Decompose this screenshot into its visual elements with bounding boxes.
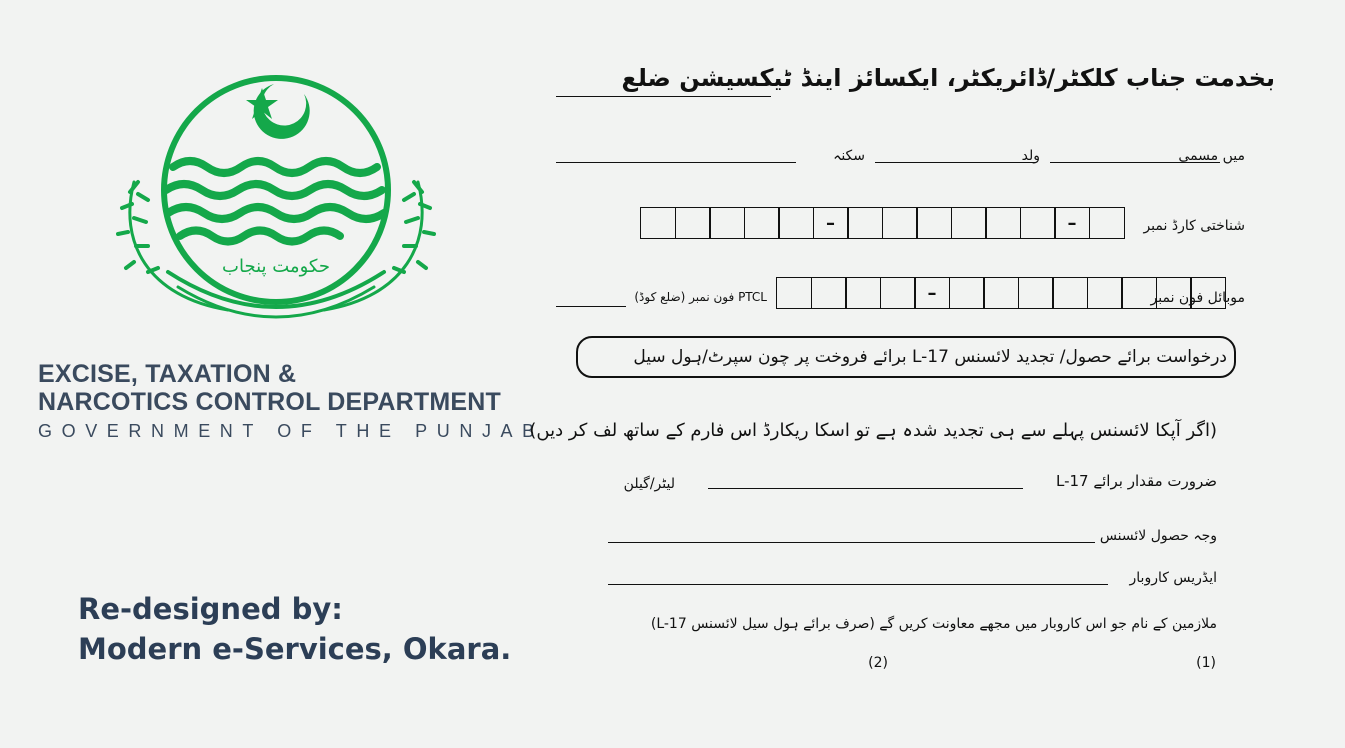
address-label: ایڈریس کاروبار xyxy=(1129,570,1217,586)
phone-digit-box[interactable] xyxy=(1156,277,1192,309)
father-label: ولد xyxy=(1021,148,1040,164)
cnic-digit-box[interactable] xyxy=(985,207,1021,239)
phone-input-boxes[interactable] xyxy=(776,277,1226,309)
renewal-note: (اگر آپکا لائسنس پہلے سے ہی تجدید شدہ ہے تو اسکا ریکارڈ اس فارم کے ساتھ لف کر دیں) xyxy=(529,420,1217,441)
credit-line1: Re-designed by: xyxy=(78,592,343,626)
residence-field[interactable] xyxy=(556,162,796,163)
cnic-label: شناختی کارڈ نمبر xyxy=(1143,218,1245,234)
residence-label: سکنہ xyxy=(833,148,865,164)
father-name-field[interactable] xyxy=(875,162,1035,163)
phone-digit-box[interactable] xyxy=(776,277,812,309)
district-code-field[interactable] xyxy=(556,306,626,307)
cnic-digit-box[interactable] xyxy=(1020,207,1056,239)
phone-digit-box[interactable] xyxy=(949,277,985,309)
reason-field[interactable] xyxy=(608,542,1095,543)
phone-digit-box[interactable] xyxy=(1018,277,1054,309)
phone-digit-box[interactable] xyxy=(1052,277,1088,309)
request-title: درخواست برائے حصول/ تجدید لائسنس L-17 برائے فروخت پر چون سپرٹ/ہول سیل xyxy=(633,347,1227,367)
phone-digit-box[interactable] xyxy=(1121,277,1157,309)
form-heading: بخدمت جناب کلکٹر/ڈائریکٹر، ایکسائز اینڈ ٹیکسیشن ضلع xyxy=(621,64,1275,92)
cnic-input-boxes[interactable] xyxy=(640,207,1125,239)
business-address-field[interactable] xyxy=(608,584,1108,585)
cnic-digit-box[interactable] xyxy=(847,207,883,239)
employee-item-2: (2) xyxy=(868,655,888,671)
quantity-field[interactable] xyxy=(708,488,1023,489)
department-name-line1: EXCISE, TAXATION & xyxy=(38,360,297,388)
reason-label: وجہ حصول لائسنس xyxy=(1099,528,1217,544)
cnic-digit-box[interactable] xyxy=(916,207,952,239)
phone-digit-box: – xyxy=(914,277,950,309)
ptcl-label: PTCL فون نمبر (ضلع کوڈ) xyxy=(634,290,767,304)
credit-line2: Modern e-Services, Okara. xyxy=(78,632,512,666)
name-field[interactable] xyxy=(1050,162,1220,163)
phone-digit-box[interactable] xyxy=(880,277,916,309)
cnic-digit-box: – xyxy=(813,207,849,239)
cnic-digit-box[interactable] xyxy=(744,207,780,239)
employee-item-1: (1) xyxy=(1196,655,1216,671)
quantity-label: ضرورت مقدار برائے L-17 xyxy=(1055,472,1217,490)
cnic-digit-box[interactable] xyxy=(640,207,676,239)
phone-digit-box[interactable] xyxy=(983,277,1019,309)
cnic-digit-box[interactable] xyxy=(882,207,918,239)
cnic-digit-box[interactable] xyxy=(1089,207,1125,239)
name-label: میں مسمی xyxy=(1178,148,1245,164)
cnic-digit-box[interactable] xyxy=(778,207,814,239)
phone-digit-box[interactable] xyxy=(1190,277,1226,309)
department-name-line2: NARCOTICS CONTROL DEPARTMENT xyxy=(38,388,501,416)
government-tagline: GOVERNMENT OF THE PUNJAB xyxy=(38,421,544,441)
cnic-digit-box: – xyxy=(1054,207,1090,239)
cnic-digit-box[interactable] xyxy=(951,207,987,239)
phone-digit-box[interactable] xyxy=(811,277,847,309)
phone-digit-box[interactable] xyxy=(1087,277,1123,309)
cnic-digit-box[interactable] xyxy=(709,207,745,239)
phone-digit-box[interactable] xyxy=(845,277,881,309)
logo-caption: حکومت پنجاب xyxy=(222,256,330,277)
cnic-digit-box[interactable] xyxy=(675,207,711,239)
punjab-government-logo xyxy=(108,72,444,332)
district-field[interactable] xyxy=(556,96,771,97)
employee-list-clip xyxy=(556,650,1256,671)
employees-label: ملازمین کے نام جو اس کاروبار میں مجھے معاونت کریں گے (صرف برائے ہول سیل لائسنس L-17) xyxy=(650,616,1217,632)
mobile-label: موبائل فون نمبر xyxy=(1150,290,1245,306)
quantity-unit: لیٹر/گیلن xyxy=(623,476,675,492)
